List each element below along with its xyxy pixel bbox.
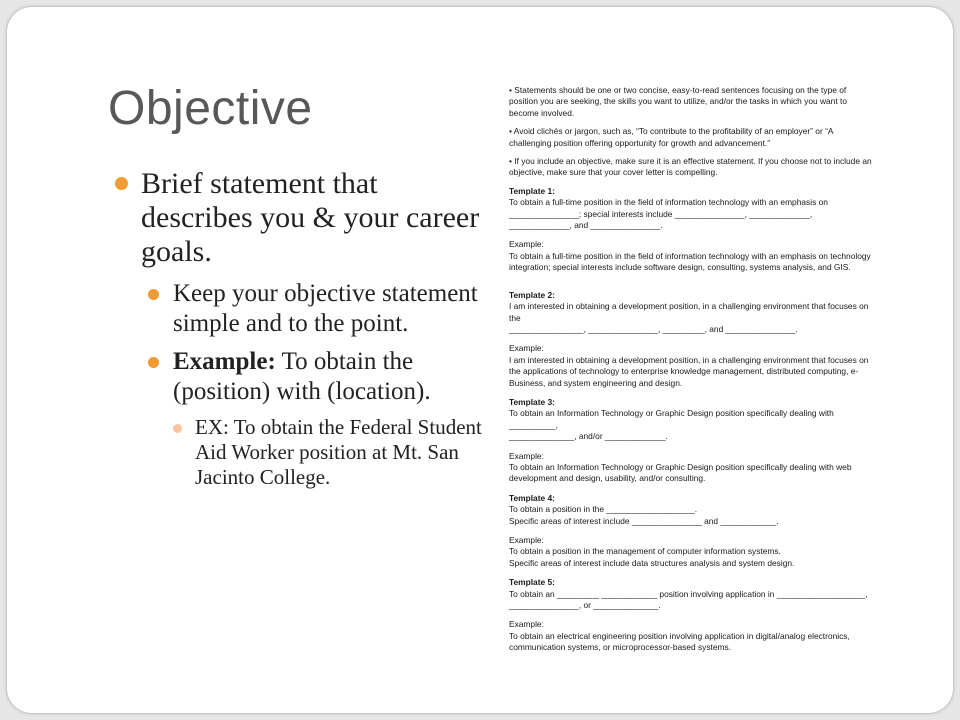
bullet-text: To obtain the (position) with (location). <box>173 348 431 405</box>
template-3-line: ______________, and/or _____________. <box>509 431 668 442</box>
objective-templates-image <box>509 85 873 654</box>
doc-statement-2: • Avoid clichés or jargon, such as, “To contribute to the profitability of an employer” or “A challenging position offering opportunity for growth and advancement.” <box>509 126 833 148</box>
example-3-text: To obtain an Information Technology or Graphic Design position specifically dealing with web development and design, usability, and/or consulting. <box>509 461 852 484</box>
bullet-list <box>111 167 491 496</box>
template-5-heading: Template 5: <box>509 577 555 588</box>
bullet-dot <box>173 424 182 433</box>
bullet-level2 <box>111 279 491 339</box>
example-4-heading: Example: <box>509 535 544 545</box>
bullet-dot <box>115 177 128 190</box>
bullet-level2-example <box>111 347 491 407</box>
bullet-dot <box>148 357 159 368</box>
bullet-text: Brief statement that describes you & your career goals. <box>141 167 480 268</box>
template-1-line: _______________; special interests include _______________, _____________, <box>509 208 813 219</box>
doc-statement-1: • Statements should be one or two concise, easy-to-read sentences focusing on the type of position you are seeking, the skills you want to utilize, and/or the tasks in which you want to become involved. <box>509 85 847 118</box>
example-5-text: To obtain an electrical engineering position involving application in digital/analog electronics, communication systems, or microprocessor-based systems. <box>509 630 850 653</box>
template-2-heading: Template 2: <box>509 289 555 300</box>
example-2-heading: Example: <box>509 343 544 354</box>
doc-statement-3: • If you include an objective, make sure it is an effective statement. If you choose not to include an objective, make sure that your cover letter is compelling. <box>509 156 872 178</box>
template-4-line: To obtain a position in the ___________________. <box>509 504 698 515</box>
template-1-line: _____________, and _______________. <box>509 220 663 231</box>
bullet-text: Keep your objective statement simple and to the point. <box>173 280 478 337</box>
template-2-line: I am interested in obtaining a development position, in a challenging environment that focuses on the <box>509 301 869 323</box>
template-4-heading: Template 4: <box>509 492 555 503</box>
bullet-level3 <box>111 415 491 490</box>
template-3-heading: Template 3: <box>509 396 555 407</box>
bullet-dot <box>148 289 159 300</box>
template-2-line: ________________, _______________, _________, and _______________. <box>509 323 798 334</box>
example-4-line: To obtain a position in the management of computer information systems. <box>509 546 781 557</box>
example-4-line: Specific areas of interest include data structures analysis and system design. <box>509 557 795 568</box>
example-3-heading: Example: <box>509 450 544 461</box>
template-4-line: Specific areas of interest include _______________ and ____________. <box>509 515 779 526</box>
bullet-level1 <box>111 167 491 269</box>
template-5-line: To obtain an _________ ____________ position involving application in ___________________, <box>509 588 868 599</box>
example-1-heading: Example: <box>509 239 544 250</box>
template-5-line: _______________, or ______________. <box>509 600 661 611</box>
bullet-text: EX: To obtain the Federal Student Aid Worker position at Mt. San Jacinto College. <box>195 415 482 489</box>
example-1-text: To obtain a full-time position in the field of information technology with an emphasis on technology integration; special interests include software design, consulting, systems analysis, and GIS. <box>509 250 871 273</box>
bullet-bold-text: Example: <box>173 348 276 375</box>
template-1-line: To obtain a full-time position in the field of information technology with an emphasis on <box>509 197 828 208</box>
example-5-heading: Example: <box>509 619 544 630</box>
template-3-line: To obtain an Information Technology or Graphic Design position specifically dealing with __________, <box>509 408 834 430</box>
slide <box>6 6 954 714</box>
slide-title: Objective <box>108 82 313 135</box>
example-2-text: I am interested in obtaining a development position, in a challenging environment that focuses on the applications of technology to enterprise knowledge management, distributed computing, e-Business, and system engineering and design. <box>509 354 869 388</box>
template-1-heading: Template 1: <box>509 185 555 196</box>
